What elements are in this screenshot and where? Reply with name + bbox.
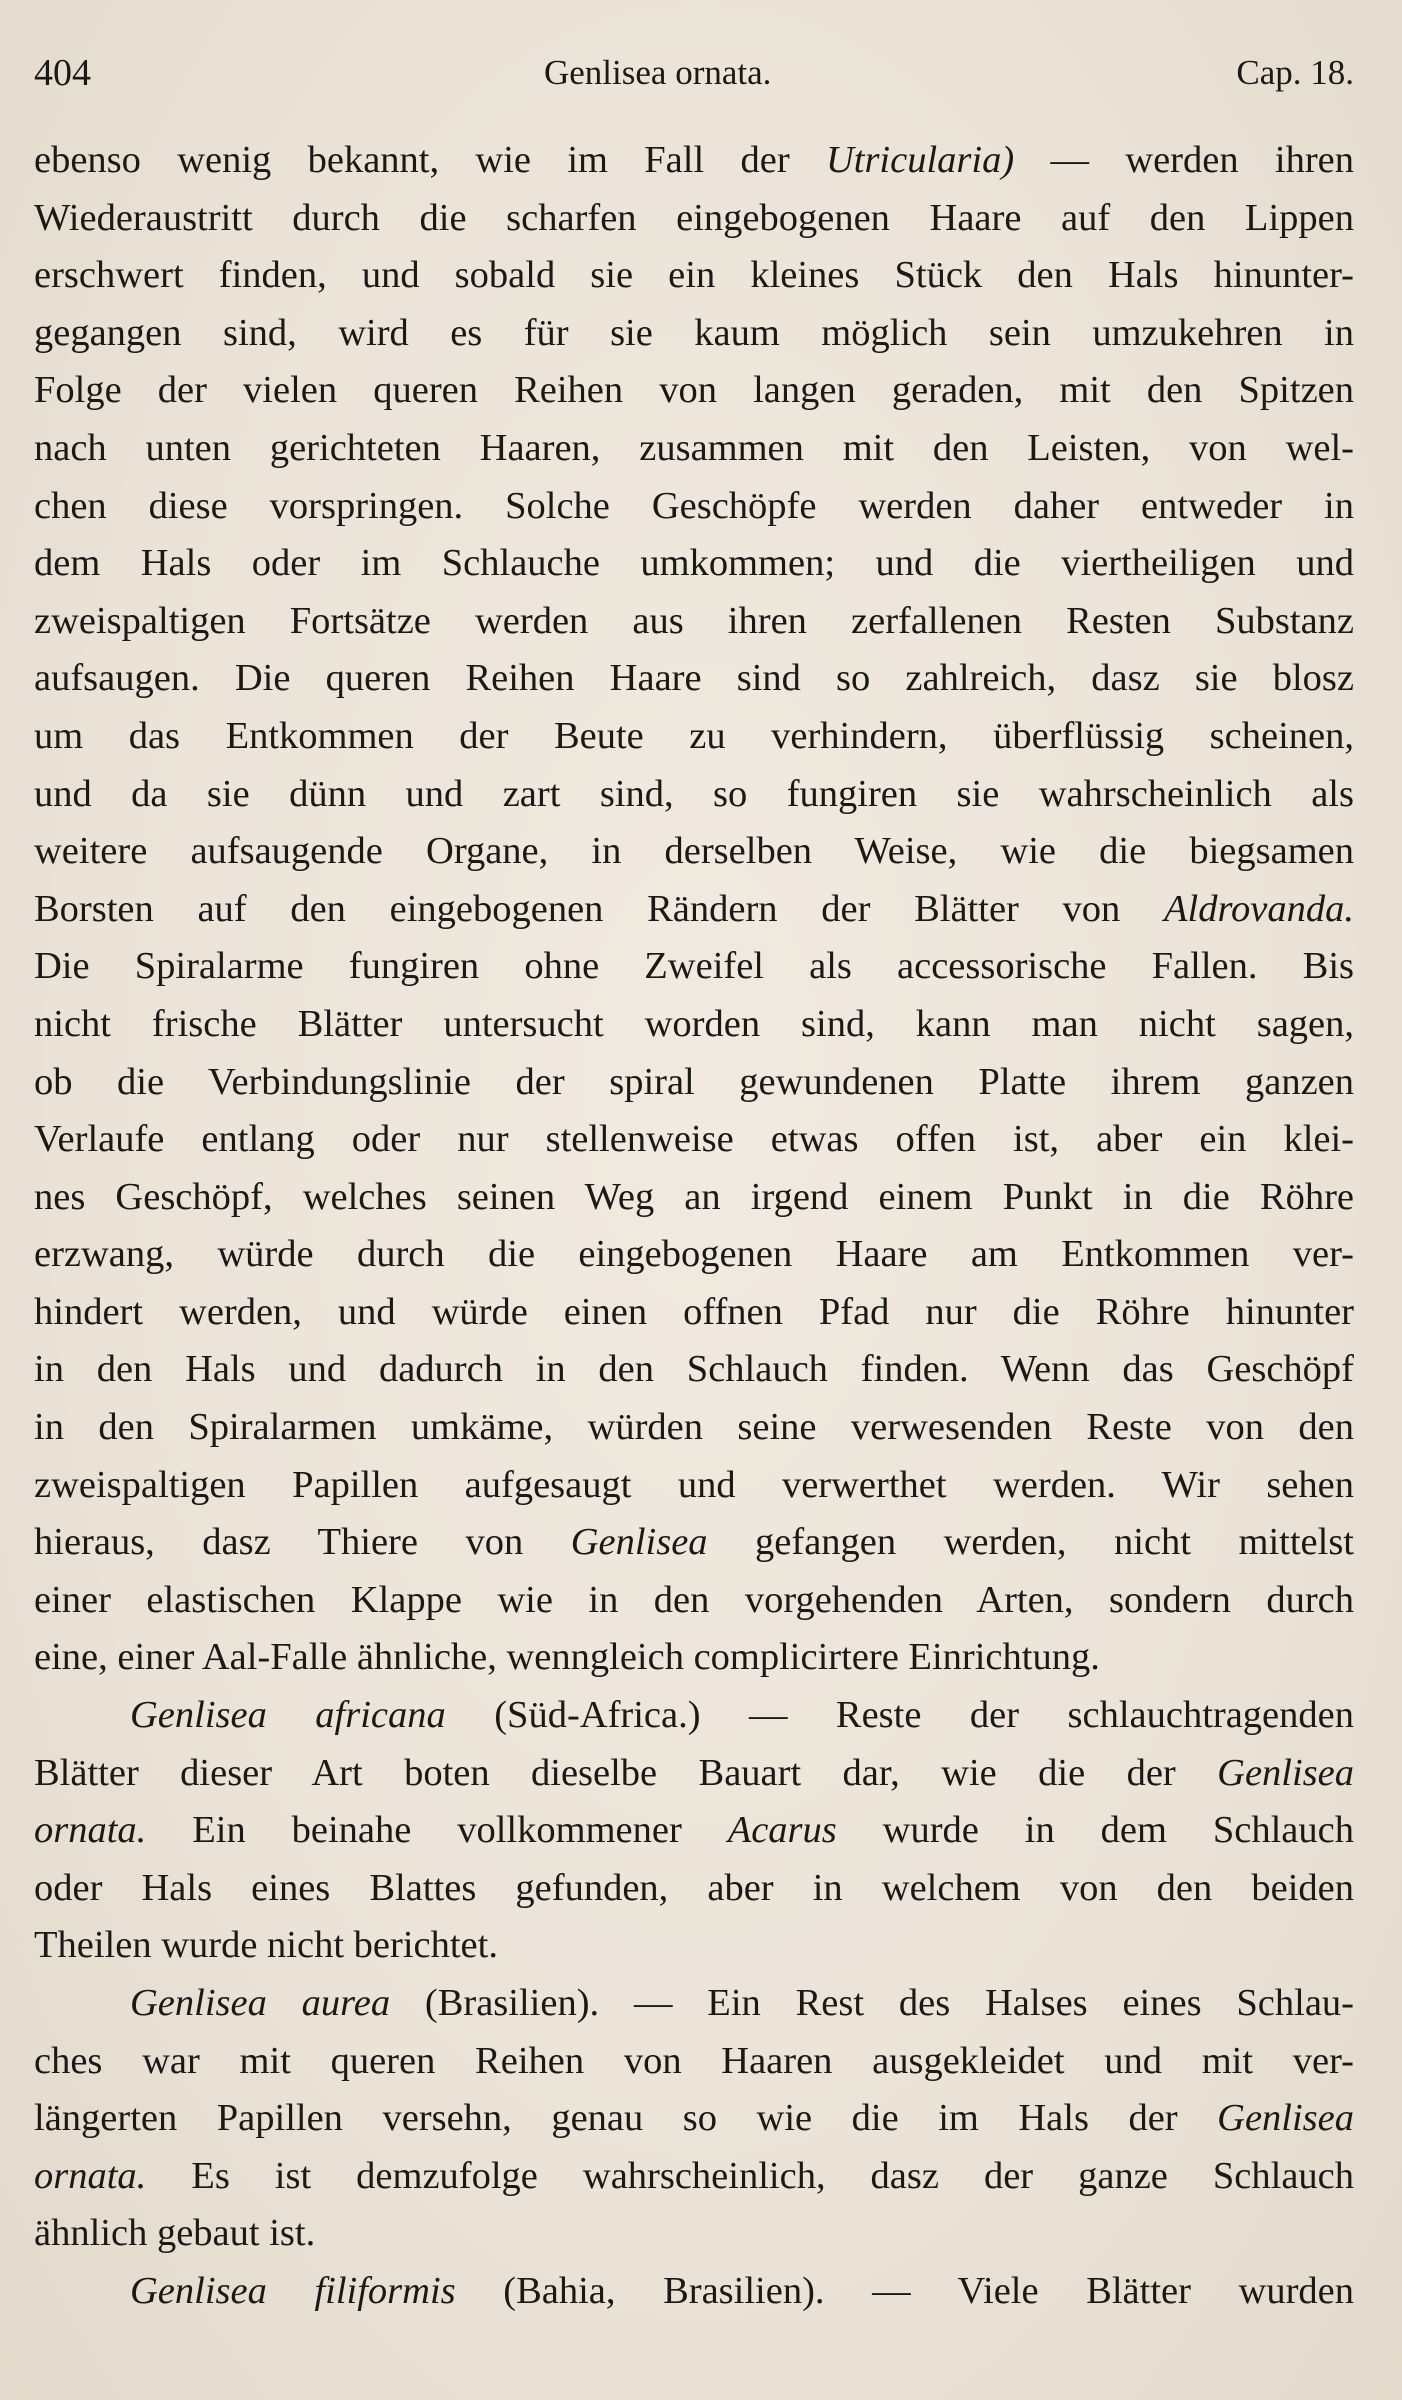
- text-line: aufsaugen. Die queren Reihen Haare sind so zahlreich, dasz sie blosz: [34, 657, 1354, 700]
- text-line: ornata. Ein beinahe vollkommener Acarus wurde in dem Schlauch: [34, 1809, 1354, 1852]
- text-line: nes Geschöpf, welches seinen Weg an irgend einem Punkt in die Röhre: [34, 1175, 1354, 1218]
- text-line: nicht frische Blätter untersucht worden sind, kann man nicht sagen,: [34, 1002, 1354, 1045]
- text-line: nach unten gerichteten Haaren, zusammen mit den Leisten, von wel-: [34, 426, 1354, 469]
- body-text: [34, 132, 1354, 2321]
- text-line: erzwang, würde durch die eingebogenen Haare am Entkommen ver-: [34, 1233, 1354, 1276]
- text-line: Verlaufe entlang oder nur stellenweise etwas offen ist, aber ein klei-: [34, 1118, 1354, 1161]
- text-line: in den Hals und dadurch in den Schlauch finden. Wenn das Geschöpf: [34, 1348, 1354, 1391]
- text-line: ebenso wenig bekannt, wie im Fall der Utricularia) — werden ihren: [34, 139, 1355, 181]
- text-line: zweispaltigen Papillen aufgesaugt und verwerthet werden. Wir sehen: [34, 1463, 1354, 1506]
- text-line: dem Hals oder im Schlauche umkommen; und die viertheiligen und: [34, 542, 1354, 585]
- running-title: Genlisea ornata.: [544, 53, 772, 92]
- text-line: einer elastischen Klappe wie in den vorgehenden Arten, sondern durch: [34, 1578, 1354, 1621]
- text-line: ches war mit queren Reihen von Haaren ausgekleidet und mit ver-: [34, 2039, 1354, 2082]
- text-line: Genlisea africana (Süd-Africa.) — Reste der schlauchtragenden: [130, 1694, 1354, 1737]
- text-line: hieraus, dasz Thiere von Genlisea gefangen werden, nicht mittelst: [34, 1521, 1354, 1564]
- text-line: in den Spiralarmen umkäme, würden seine verwesenden Reste von den: [34, 1406, 1354, 1449]
- page-number: 404: [34, 52, 91, 94]
- text-line: Die Spiralarme fungiren ohne Zweifel als accessorische Fallen. Bis: [34, 945, 1354, 988]
- text-line: längerten Papillen versehn, genau so wie die im Hals der Genlisea: [34, 2097, 1354, 2140]
- text-line: hindert werden, und würde einen offnen Pfad nur die Röhre hinunter: [34, 1290, 1354, 1333]
- text-line: Borsten auf den eingebogenen Rändern der Blätter von Aldrovanda.: [34, 887, 1354, 930]
- text-line: Folge der vielen queren Reihen von langen geraden, mit den Spitzen: [34, 369, 1354, 412]
- text-line: erschwert finden, und sobald sie ein kleines Stück den Hals hinunter-: [34, 254, 1354, 297]
- text-line: Theilen wurde nicht berichtet.: [34, 1924, 498, 1967]
- text-line: Blätter dieser Art boten dieselbe Bauart dar, wie die der Genlisea: [34, 1751, 1354, 1794]
- text-line: und da sie dünn und zart sind, so fungiren sie wahrscheinlich als: [34, 772, 1354, 815]
- text-line: Wiederaustritt durch die scharfen eingebogenen Haare auf den Lippen: [34, 196, 1354, 239]
- text-line: ob die Verbindungslinie der spiral gewundenen Platte ihrem ganzen: [34, 1060, 1354, 1103]
- text-line: chen diese vorspringen. Solche Geschöpfe werden daher entweder in: [34, 484, 1354, 527]
- text-line: zweispaltigen Fortsätze werden aus ihren zerfallenen Resten Substanz: [34, 599, 1354, 642]
- text-line: gegangen sind, wird es für sie kaum möglich sein umzukehren in: [34, 311, 1354, 354]
- text-line: weitere aufsaugende Organe, in derselben Weise, wie die biegsamen: [34, 830, 1354, 873]
- text-line: ornata. Es ist demzufolge wahrscheinlich, dasz der ganze Schlauch: [34, 2154, 1354, 2197]
- text-line: oder Hals eines Blattes gefunden, aber in welchem von den beiden: [34, 1866, 1354, 1909]
- text-line: eine, einer Aal-Falle ähnliche, wenngleich complicirtere Einrichtung.: [34, 1636, 1100, 1679]
- text-line: ähnlich gebaut ist.: [34, 2212, 316, 2255]
- text-line: Genlisea aurea (Brasilien). — Ein Rest des Halses eines Schlau-: [130, 1982, 1354, 2024]
- text-line: um das Entkommen der Beute zu verhindern, überflüssig scheinen,: [34, 714, 1354, 757]
- chapter-label: Cap. 18.: [1236, 53, 1354, 92]
- running-head: [34, 48, 1354, 98]
- text-line: Genlisea filiformis (Bahia, Brasilien). — Viele Blätter wurden: [130, 2269, 1354, 2312]
